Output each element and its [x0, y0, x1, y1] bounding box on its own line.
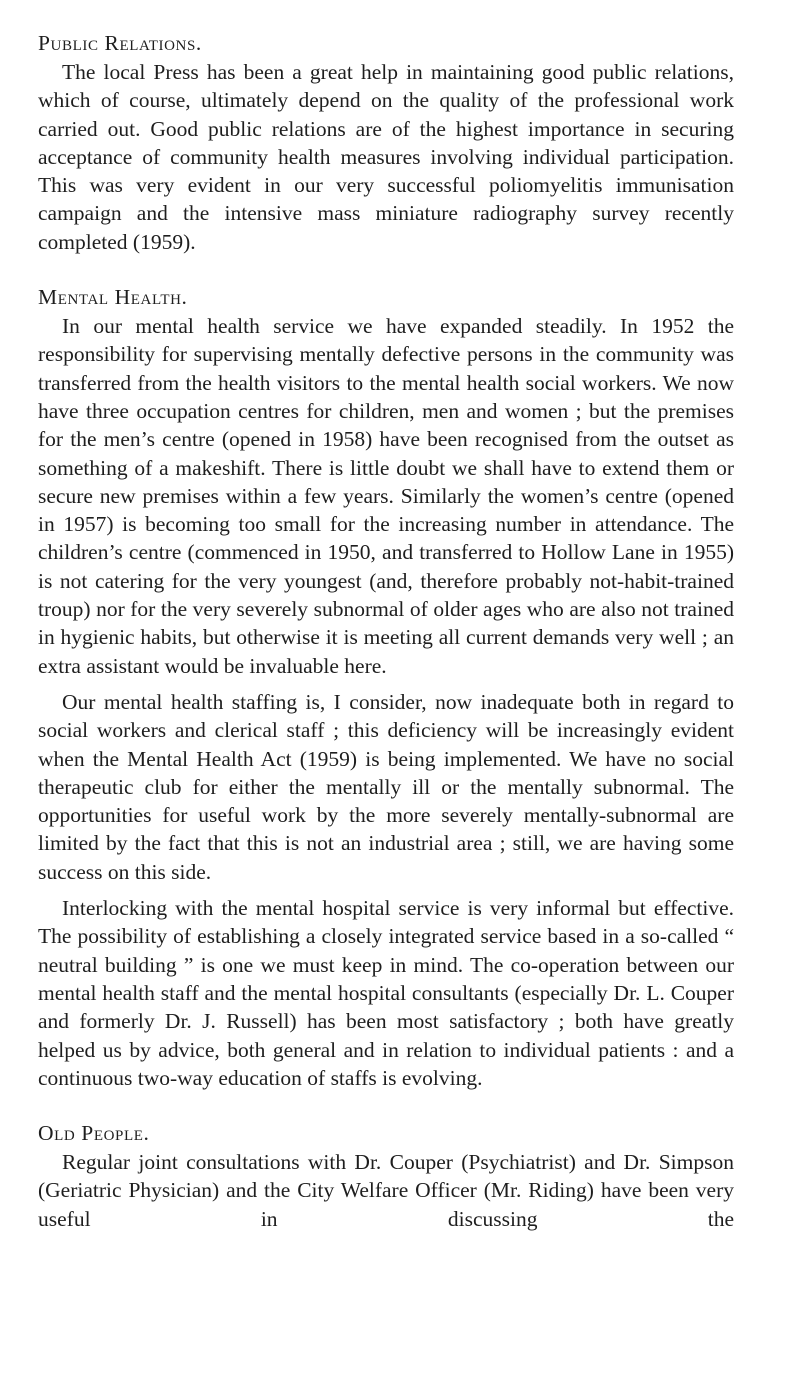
- paragraph: Our mental health staffing is, I consider, now inadequate both in regard to social workers and clerical staff ; this deficiency will be increasingly evident when the Mental Health Act (1959) is being implemented. We have no social therapeutic club for either the mentally ill or the mentally subnormal. The opportunities for useful work by the more severely mentally-subnormal are limited by the fact that this is not an industrial area ; still, we are having some success on this side.: [38, 689, 734, 884]
- section-heading-old-people: Old People.: [38, 1121, 150, 1146]
- paragraph: In our mental health service we have expanded steadily. In 1952 the responsibility for supervising mentally defective persons in the community was transferred from the health visitors to the mental health social workers. We now have three occupation centres for children, men and women ; but the premises for the men’s centre (opened in 1958) have been recognised from the outset as something of a makeshift. There is little doubt we shall have to extend them or secure new premises within a few years. Similarly the women’s centre (opened in 1957) is becoming too small for the increasing number in attendance. The children’s centre (commenced in 1950, and transferred to Hollow Lane in 1955) is not catering for the very youngest (and, therefore probably not-habit-trained troup) nor for the very severely subnormal of older ages who are also not trained in hygienic habits, but otherwise it is meeting all current demands very well ; an extra assistant would be invaluable here.: [38, 314, 734, 678]
- paragraph: Regular joint consultations with Dr. Couper (Psychiatrist) and Dr. Simpson (Geriatric Physician) and the City Welfare Officer (Mr. Riding) have been very useful in discussing the: [38, 1150, 734, 1231]
- paragraph: The local Press has been a great help in maintaining good public relations, which of course, ultimately depend on the quality of the professional work carried out. Good public relations are of the highest importance in securing acceptance of community health measures involving individual participation. This was very evident in our very successful poliomyelitis immunisation campaign and the intensive mass miniature radiography survey recently completed (1959).: [38, 60, 734, 254]
- section-heading-mental-health: Mental Health.: [38, 285, 188, 310]
- document-page: [38, 28, 734, 1233]
- section-heading-public-relations: Public Relations.: [38, 31, 202, 55]
- paragraph: Interlocking with the mental hospital service is very informal but effective. The possibility of establishing a closely integrated service based in a so-called “ neutral building ” is one we must keep in mind. The co-operation between our mental health staff and the mental hospital consultants (especially Dr. L. Couper and formerly Dr. J. Russell) has been most satisfactory ; both have greatly helped us by advice, both general and in relation to individual patients : and a continuous two-way education of staffs is evolving.: [38, 896, 734, 1090]
